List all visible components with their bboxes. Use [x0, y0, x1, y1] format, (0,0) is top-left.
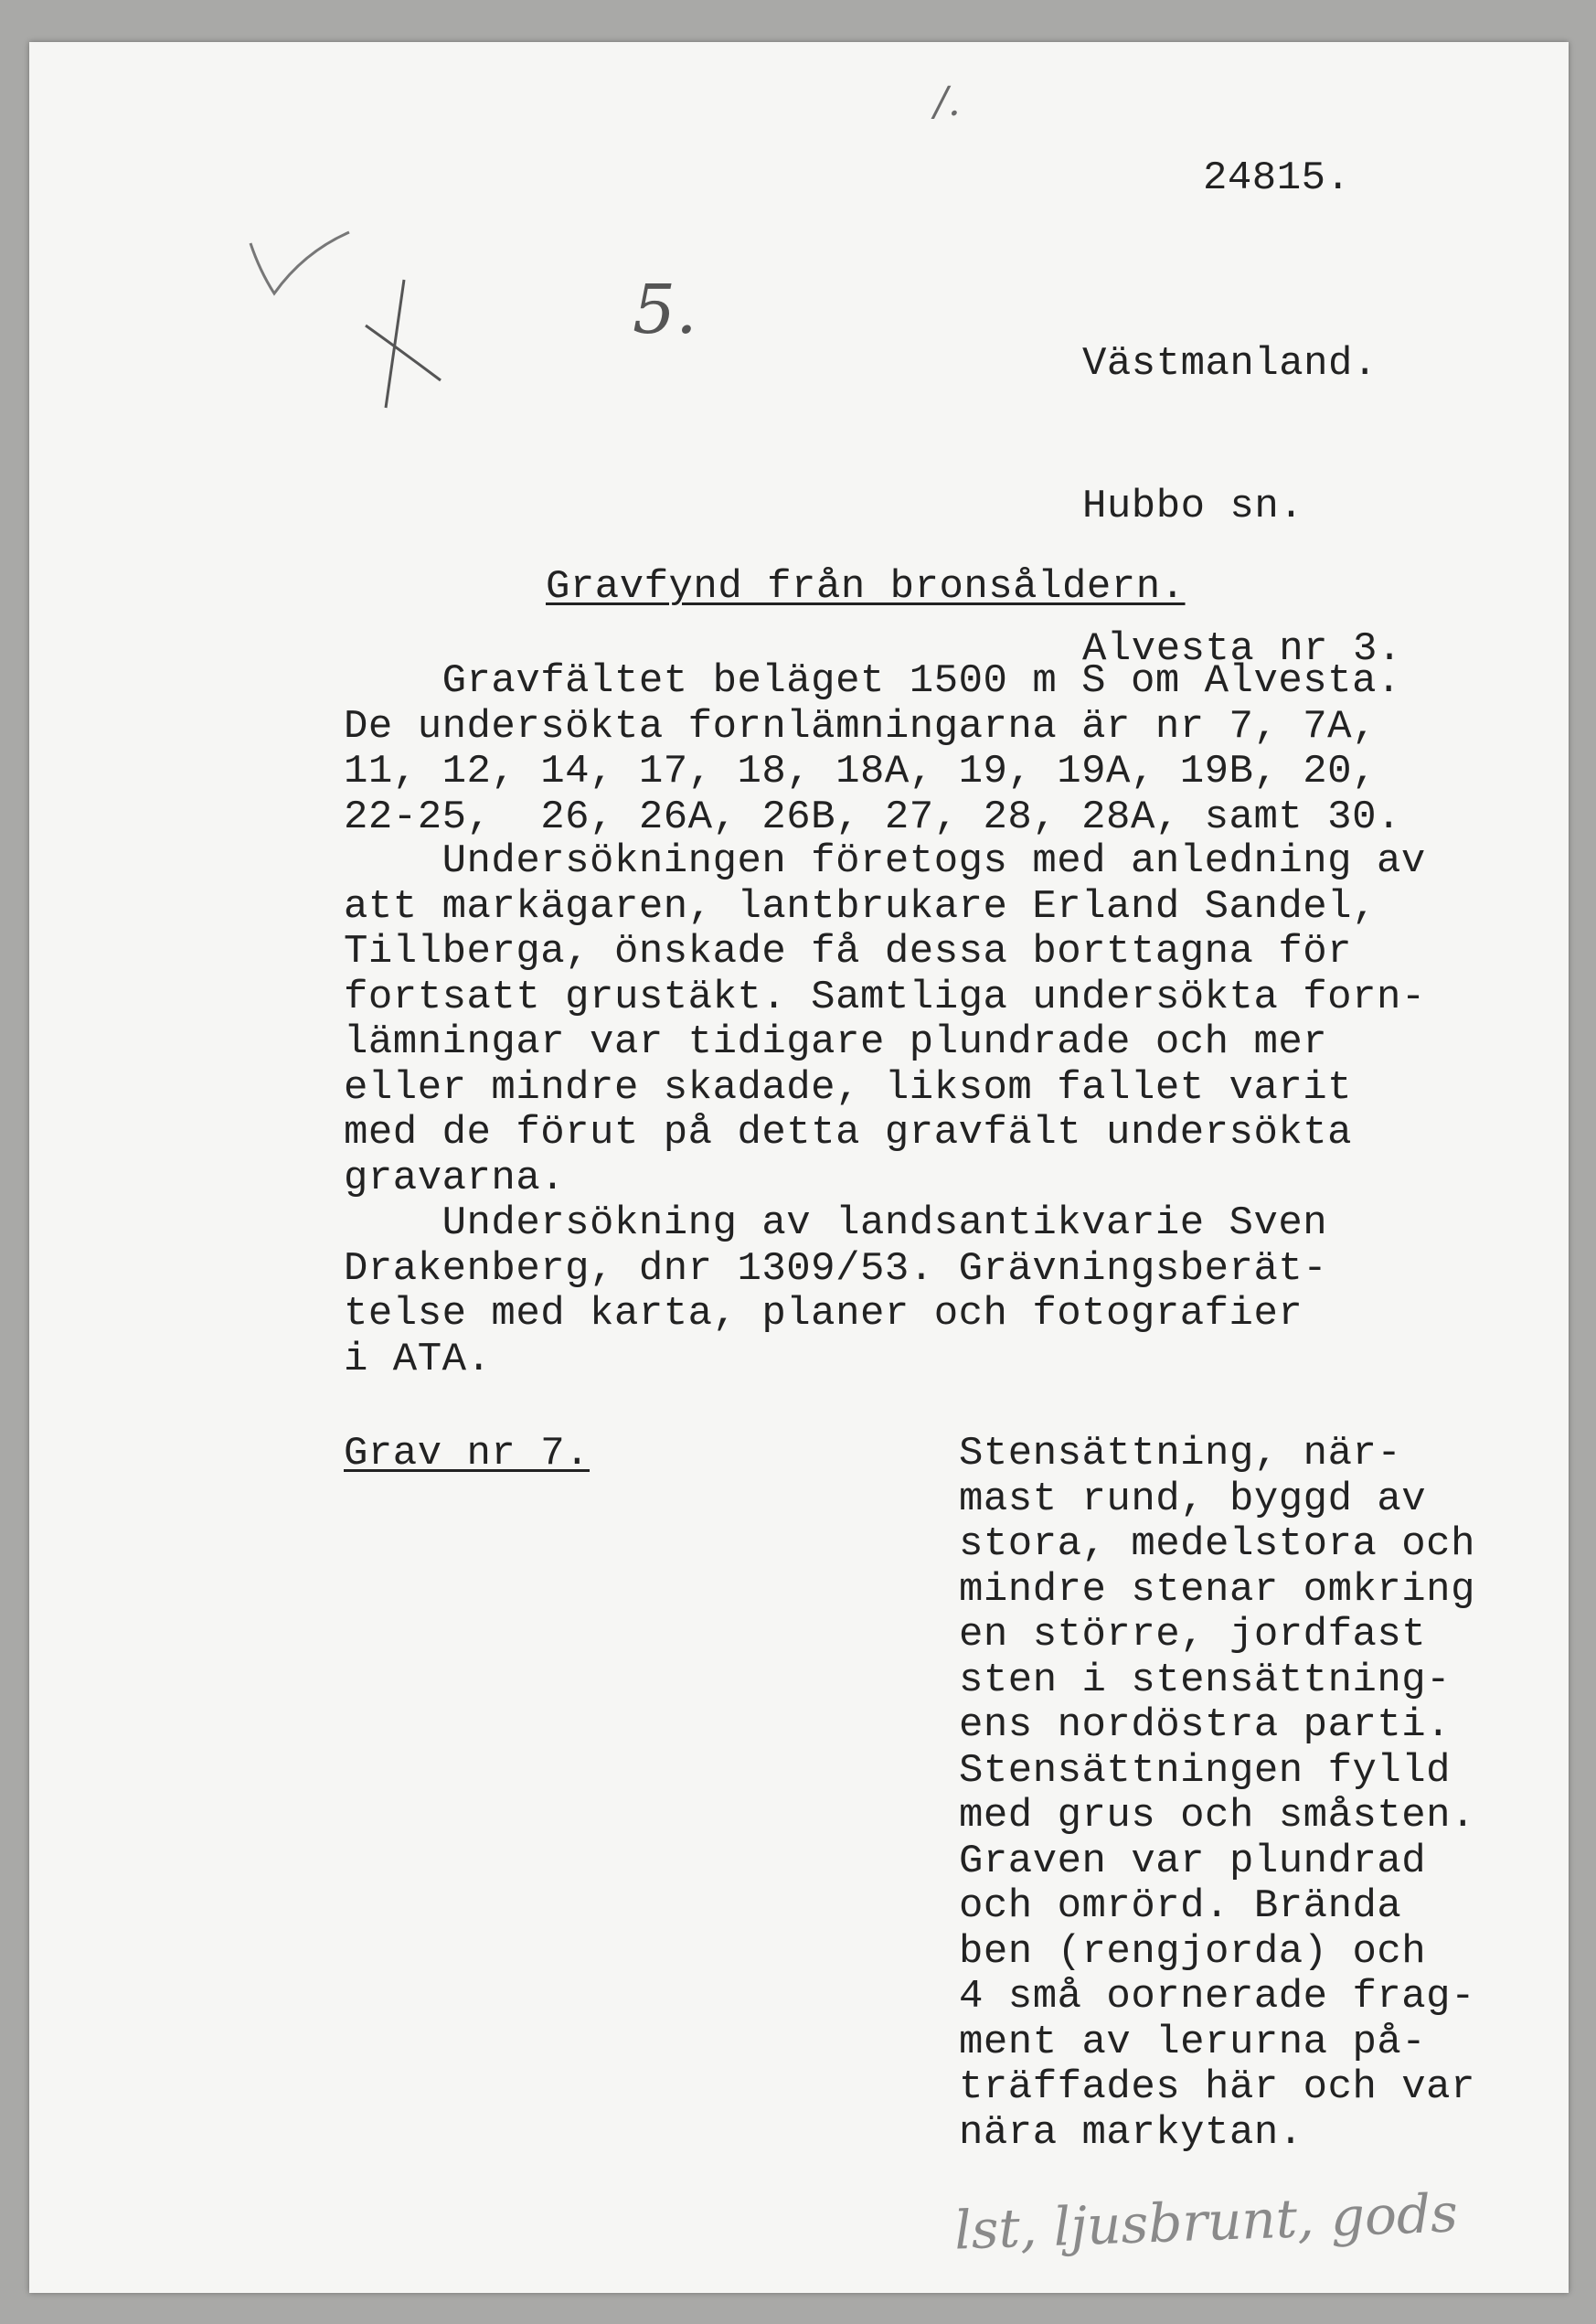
cross-mark-icon: [349, 271, 459, 417]
place-site: Alvesta nr 3.: [1082, 626, 1402, 672]
grave-label: Grav nr 7.: [344, 1431, 591, 1476]
paragraph-site: Gravfältet beläget 1500 m S om Alvesta. De undersökta fornlämningarna är nr 7, 7A, 11, 12, 14, 17, 18, 18A, 19, 19A, 19B, 20, 22-25, 26, 26A, 26B, 27, 28, 28A, samt 30.: [344, 658, 1401, 840]
place-county: Västmanland.: [1082, 341, 1378, 387]
place-parish: Hubbo sn.: [1082, 484, 1304, 529]
document-page: [29, 42, 1569, 2293]
paragraph-excavation-reason: Undersökningen företogs med anledning av att markägaren, lantbrukare Erland Sandel, Tillberga, önskade få dessa borttagna för fortsatt grustäkt. Samtliga undersökta forn- lämningar var tidigare plundrade och mer eller mindre skadade, liksom fallet varit med de förut på detta gravfält undersökta gravarna.: [344, 838, 1426, 1201]
paragraph-excavation-credit: Undersökning av landsantikvarie Sven Drakenberg, dnr 1309/53. Grävningsberät- telse med karta, planer och fotografier i ATA.: [344, 1200, 1328, 1382]
document-title: Gravfynd från bronsåldern.: [546, 564, 1186, 610]
grave-description: Stensättning, när- mast rund, byggd av stora, medelstora och mindre stenar omkring en större, jordfast sten i stensättning- ens nordöstra parti. Stensättningen fylld med grus och småsten. Graven var plundrad och omrörd. Brända ben (rengjorda) och 4 små oornerade frag- ment av lerurna på- träffades här och var nära markytan.: [959, 1431, 1475, 2156]
handwritten-top-mark: /.: [934, 79, 961, 125]
document-number: 24815.: [1203, 155, 1351, 201]
handwritten-bottom-note: lst, ljusbrunt, gods: [952, 2181, 1459, 2262]
checkmark-icon: [239, 207, 358, 307]
handwritten-number-mark: 5.: [633, 271, 697, 349]
